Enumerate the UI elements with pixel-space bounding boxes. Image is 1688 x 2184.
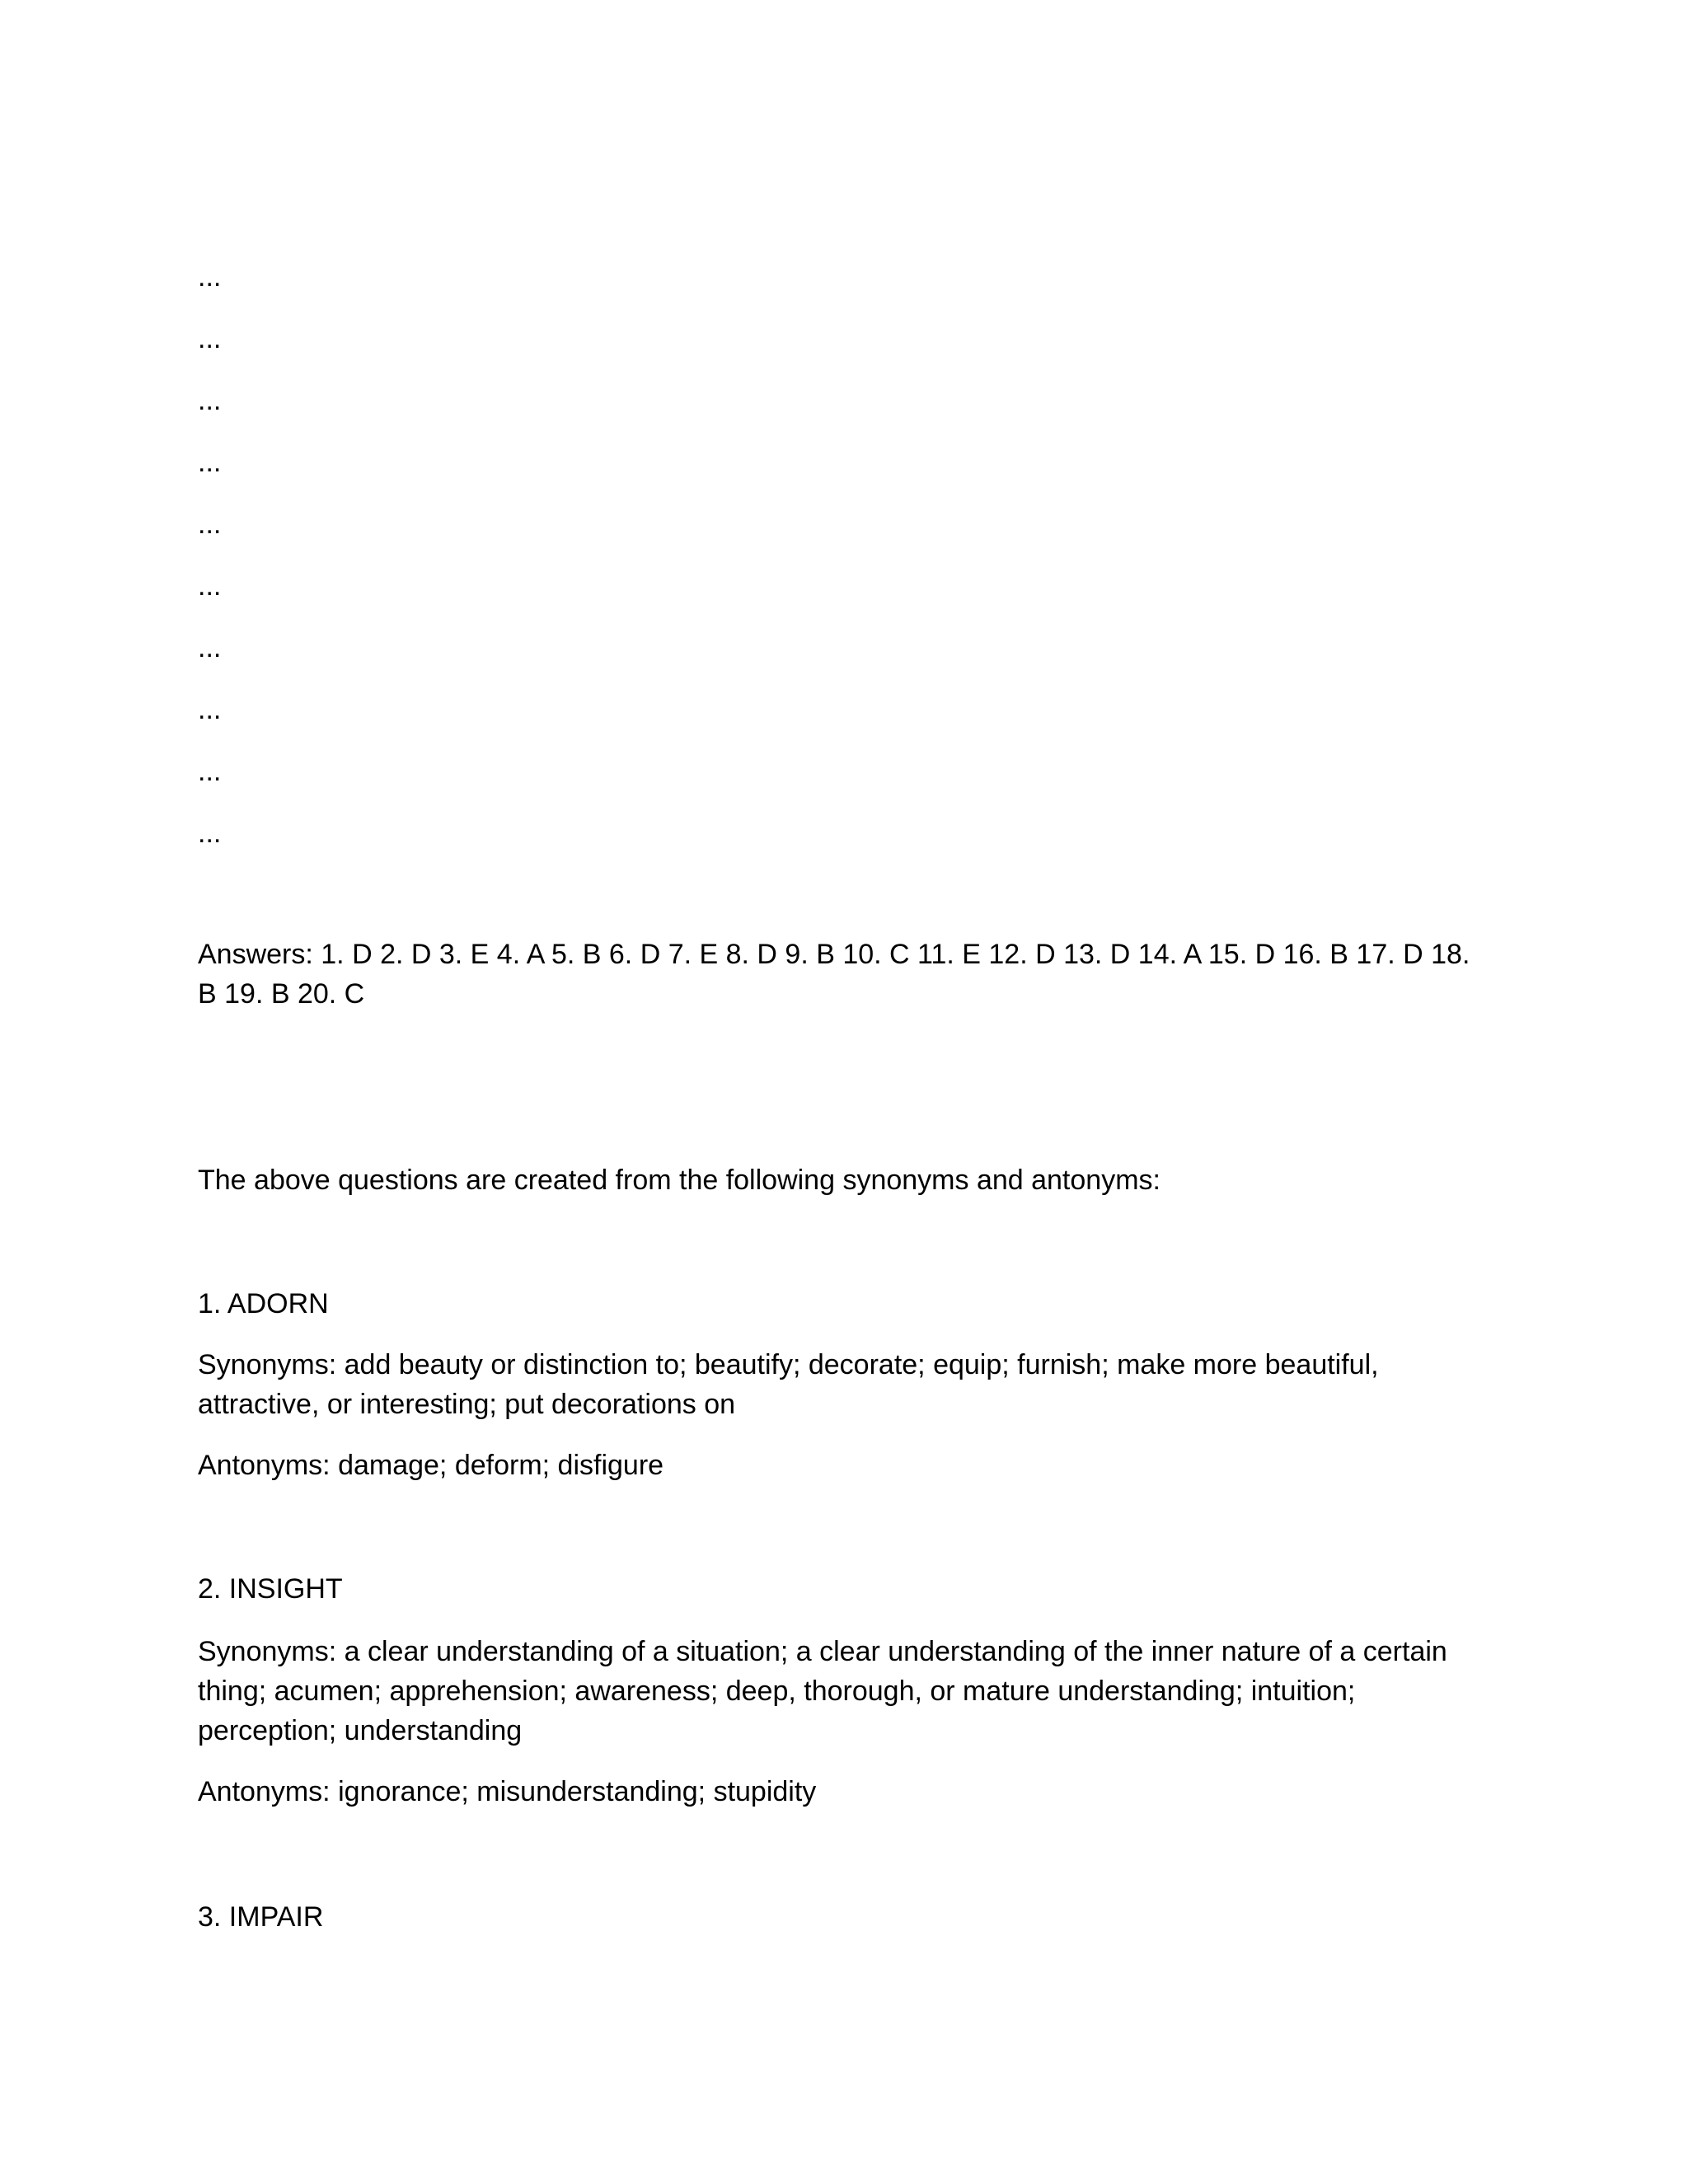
entry-antonyms: Antonyms: damage; deform; disfigure <box>198 1450 664 1481</box>
ellipsis-line: ... <box>198 570 222 602</box>
entry-antonyms: Antonyms: ignorance; misunderstanding; stupidity <box>198 1776 817 1807</box>
entry-synonyms: Synonyms: a clear understanding of a situation; a clear understanding of the inner nature of a certain thing; acumen; apprehension; awareness; deep, thorough, or mature understanding; intuition; perception; understanding <box>198 1636 1447 1746</box>
ellipsis-line: ... <box>198 818 222 849</box>
entry-heading: 2. INSIGHT <box>198 1573 343 1605</box>
answer-key: Answers: 1. D 2. D 3. E 4. A 5. B 6. D 7. E 8. D 9. B 10. C 11. E 12. D 13. D 14. A 15. D 16. B 17. D 18. B 19. B 20. C <box>198 939 1470 1010</box>
ellipsis-line: ... <box>198 385 222 416</box>
ellipsis-line: ... <box>198 509 222 540</box>
ellipsis-line: ... <box>198 694 222 725</box>
ellipsis-line: ... <box>198 323 222 354</box>
entry-heading: 3. IMPAIR <box>198 1901 324 1933</box>
ellipsis-line: ... <box>198 447 222 478</box>
ellipsis-line: ... <box>198 261 222 293</box>
intro-text: The above questions are created from the following synonyms and antonyms: <box>198 1165 1160 1196</box>
ellipsis-line: ... <box>198 632 222 663</box>
entry-heading: 1. ADORN <box>198 1288 329 1319</box>
entry-synonyms: Synonyms: add beauty or distinction to; beautify; decorate; equip; furnish; make more beautiful, attractive, or interesting; put decorations on <box>198 1349 1379 1420</box>
ellipsis-line: ... <box>198 756 222 787</box>
